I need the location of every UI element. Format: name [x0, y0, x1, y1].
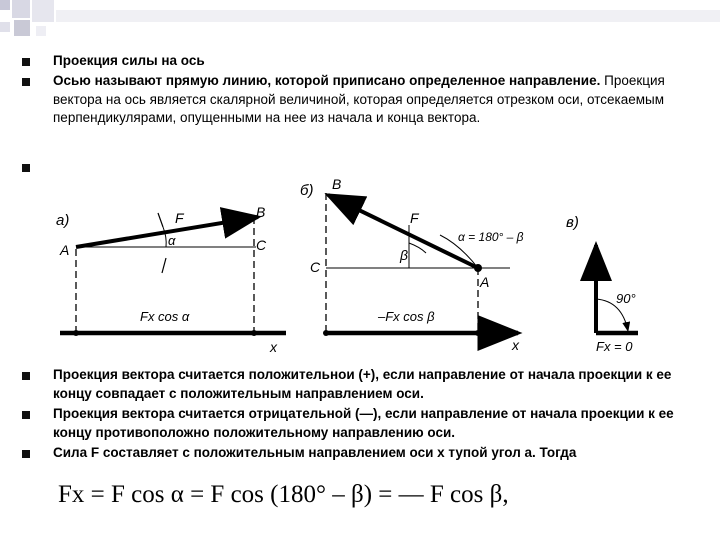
panel-c-projection-label: Fx = 0 — [596, 339, 633, 354]
bullet-text — [53, 405, 703, 442]
panel-a-label-C: C — [256, 237, 267, 253]
panel-b-label-B: B — [332, 176, 342, 192]
panel-b-label-C: C — [310, 259, 321, 275]
panel-c-angle-label: 90° — [616, 291, 636, 306]
panel-b-axis-label: x — [512, 337, 519, 353]
panel-a — [56, 204, 286, 355]
bullet-text — [53, 444, 703, 463]
panel-b-angle-label: α = 180° – β — [458, 230, 524, 244]
panel-c — [566, 214, 638, 354]
bullet-text-bold: Проекция силы на ось — [53, 53, 205, 68]
bullet-marker — [22, 58, 30, 66]
bullet-text — [53, 72, 703, 128]
bullet-marker — [22, 372, 30, 380]
panel-a-label-A: A — [60, 242, 70, 258]
bullet-text-bold: Осью называют прямую линию, которой приписано определенное направление. — [53, 73, 601, 88]
formula-text: Fx = F cos α = F cos (180° – β) = — F cos β, — [58, 481, 509, 508]
panel-c-label: в) — [566, 214, 579, 231]
panel-a-label-alpha: α — [168, 233, 176, 248]
panel-b-projection-label: –Fx cos β — [378, 309, 435, 324]
bullet-marker — [22, 78, 30, 86]
bullet-marker — [22, 164, 30, 172]
bullet-text — [53, 52, 703, 71]
panel-a-label-F: F — [175, 210, 184, 226]
force-projection-diagram — [40, 165, 680, 360]
bullet-text-bold: Сила F составляет с положительным направлением оси x тупой угол a. Тогда — [53, 445, 577, 460]
bullet-text — [53, 366, 703, 403]
panel-b-label-F: F — [410, 210, 419, 226]
bullet-text-normal: Проекция вектора на ось является скалярной величиной, которая определяется отрезком оси, отсекаемым перпендикулярами, опущенными на нее из начала и конца вектора. — [53, 73, 665, 125]
bullet-marker — [22, 450, 30, 458]
panel-b-label: б) — [300, 182, 314, 199]
bullet-marker — [22, 411, 30, 419]
header-decoration — [0, 0, 720, 40]
panel-a-label: а) — [56, 212, 70, 229]
panel-b — [300, 176, 524, 353]
panel-a-axis-label: x — [270, 339, 277, 355]
projection-formula — [58, 474, 578, 514]
panel-b-label-beta: β — [400, 247, 408, 263]
panel-a-force-vector — [76, 217, 258, 247]
panel-b-label-A: A — [480, 274, 490, 290]
bullet-text-bold: Проекция вектора считается отрицательной (—), если направление от начала проекции к ее концу противоположно положительному направлению оси. — [53, 406, 674, 440]
bullet-text-bold: Проекция вектора считается положительнои (+), если направление от начала проекции к ее концу совпадает с положительным направлением оси. — [53, 367, 672, 401]
panel-a-label-B: B — [256, 204, 266, 220]
panel-a-projection-label: Fx cos α — [140, 309, 190, 324]
